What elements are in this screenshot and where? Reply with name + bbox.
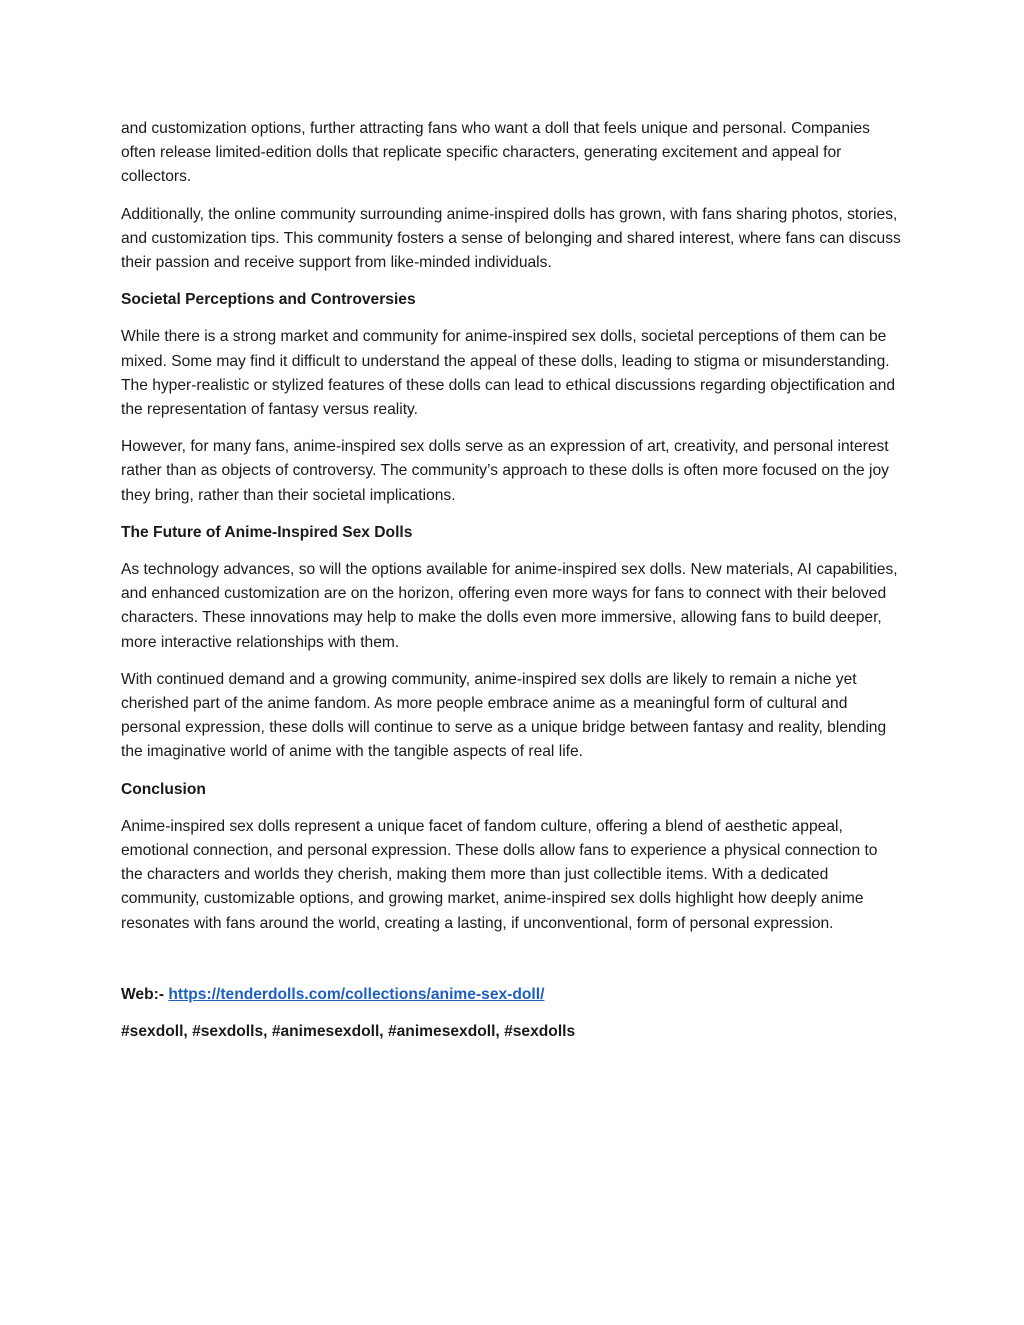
paragraph-fans-expression: However, for many fans, anime-inspired sex dolls serve as an expression of art, creativity, and personal interest rather than as objects of controversy. The community’s approach to these dolls is often more focused on the joy they bring, rather than their societal implications. (121, 438, 889, 504)
paragraph-online-community: Additionally, the online community surrounding anime-inspired dolls has grown, with fans sharing photos, stories, and customization tips. This community fosters a sense of belonging and shared interest, where fans can discuss their passion and receive support from like-minded individuals. (121, 205, 901, 272)
paragraph-technology: As technology advances, so will the options available for anime-inspired sex dolls. New materials, AI capabilities, and enhanced customization are on the horizon, offering even more ways for fans to connect with their beloved characters. These innovations may help to make the dolls even more immersive, allowing fans to build deeper, more interactive relationships with them. (121, 561, 898, 651)
heading-societal-perceptions: Societal Perceptions and Controversies (121, 291, 416, 309)
paragraph-customization: and customization options, further attracting fans who want a doll that feels unique and personal. Companies often release limited-edition dolls that replicate specific characters, generating excitement and appeal for collectors. (121, 120, 870, 186)
hashtags: #sexdoll, #sexdolls, #animesexdoll, #animesexdoll, #sexdolls (121, 1023, 576, 1041)
web-line (121, 983, 901, 1007)
paragraph-conclusion: Anime-inspired sex dolls represent a unique facet of fandom culture, offering a blend of aesthetic appeal, emotional connection, and personal expression. These dolls allow fans to experience a physical connection to the characters and worlds they cherish, making them more than just collectible items. With a dedicated community, customizable options, and growing market, anime-inspired sex dolls highlight how deeply anime resonates with fans around the world, creating a lasting, if unconventional, form of personal expression. (121, 817, 878, 932)
document-page (121, 117, 901, 1044)
paragraph-societal-perceptions: While there is a strong market and community for anime-inspired sex dolls, societal perceptions of them can be mixed. Some may find it difficult to understand the appeal of these dolls, leading to stigma or misunderstanding. The hyper-realistic or stylized features of these dolls can lead to ethical discussions regarding objectification and the representation of fantasy versus reality. (121, 328, 896, 419)
web-label: Web:- (121, 985, 169, 1003)
web-link[interactable]: https://tenderdolls.com/collections/anime-sex-doll/ (168, 985, 545, 1003)
heading-future: The Future of Anime-Inspired Sex Dolls (121, 523, 413, 541)
heading-conclusion: Conclusion (121, 780, 206, 798)
paragraph-continued-demand: With continued demand and a growing community, anime-inspired sex dolls are likely to remain a niche yet cherished part of the anime fandom. As more people embrace anime as a meaningful form of cultural and personal expression, these dolls will continue to serve as a unique bridge between fantasy and reality, blending the imaginative world of anime with the tangible aspects of real life. (121, 670, 887, 761)
spacer (121, 949, 901, 983)
